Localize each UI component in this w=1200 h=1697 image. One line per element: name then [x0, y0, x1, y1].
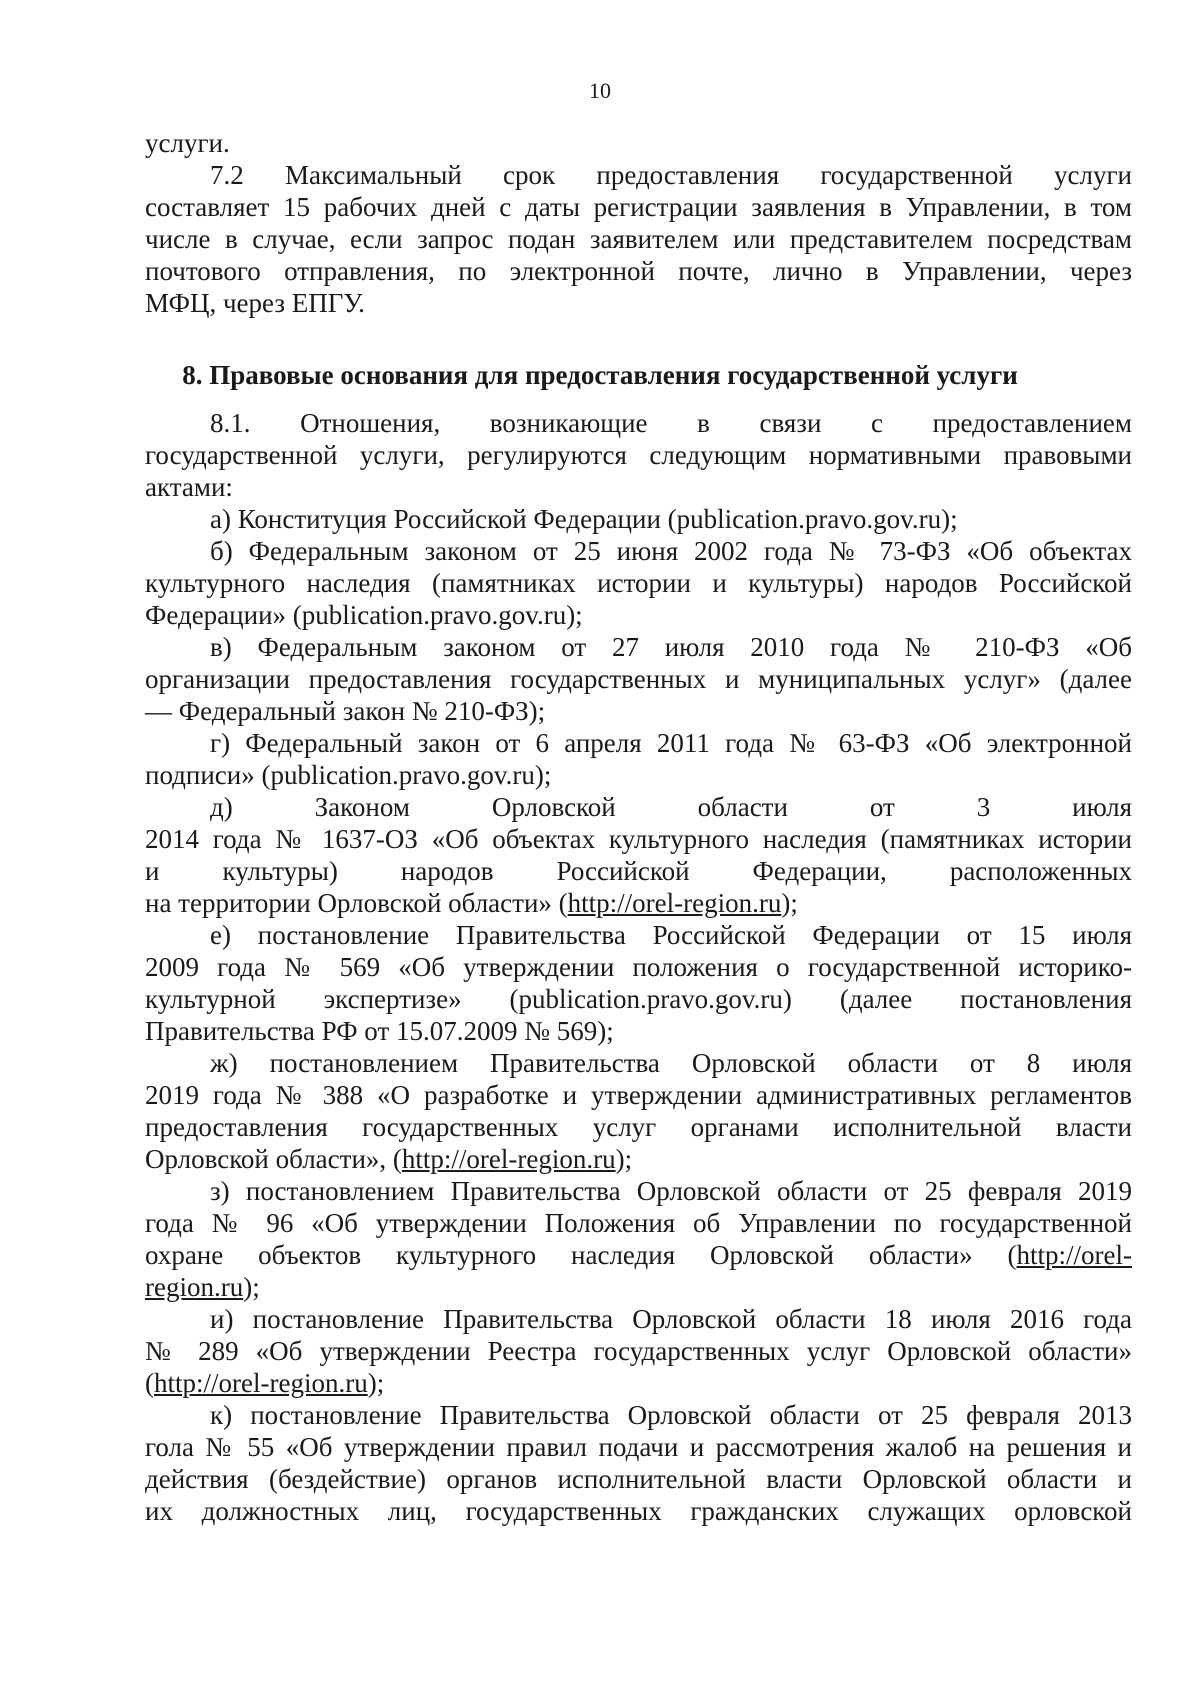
paragraph-8-1-start: 8.1. Отношения, возникающие в связи с предоставлением	[210, 408, 1132, 438]
link-orel-region[interactable]: http://orel-region.ru	[567, 888, 782, 918]
text-line: на территории Орловской области» (http://orel-region.ru);	[145, 888, 798, 918]
list-item-a: а) Конституция Российской Федерации (publication.pravo.gov.ru);	[210, 504, 958, 534]
list-item-z: з) постановлением Правительства Орловской области от 25 февраля 2019	[210, 1176, 1132, 1206]
text-line: государственной услуги, регулируются следующим нормативными правовыми	[145, 440, 1132, 470]
text-line: составляет 15 рабочих дней с даты регистрации заявления в Управлении, в том	[145, 192, 1132, 222]
list-item-g: г) Федеральный закон от 6 апреля 2011 года № 63-ФЗ «Об электронной	[210, 728, 1132, 758]
text-line: Федерации» (publication.pravo.gov.ru);	[145, 600, 583, 630]
link-orel-region[interactable]: http://orel-region.ru	[401, 1144, 616, 1174]
text-line: их должностных лиц, государственных гражданских служащих орловской	[145, 1496, 1132, 1526]
text-line: Правительства РФ от 15.07.2009 № 569);	[145, 1016, 614, 1046]
text-line: (http://orel-region.ru);	[145, 1368, 385, 1398]
list-item-k: к) постановление Правительства Орловской области от 25 февраля 2013	[210, 1400, 1132, 1430]
page-number: 10	[589, 78, 611, 103]
list-item-v: в) Федеральным законом от 27 июля 2010 года № 210-ФЗ «Об	[210, 632, 1132, 662]
list-item-e: е) постановление Правительства Российской Федерации от 15 июля	[210, 920, 1132, 950]
text-line: культурной экспертизе» (publication.pravo.gov.ru) (далее постановления	[145, 984, 1132, 1014]
text-line: гола № 55 «Об утверждении правил подачи и рассмотрения жалоб на решения и	[145, 1432, 1132, 1462]
text-line: МФЦ, через ЕПГУ.	[145, 288, 365, 318]
text-line: предоставления государственных услуг органами исполнительной власти	[145, 1112, 1132, 1142]
text-line: region.ru);	[145, 1272, 260, 1302]
text-line: 2009 года № 569 «Об утверждении положения о государственной историко-	[145, 952, 1132, 982]
list-item-b: б) Федеральным законом от 25 июня 2002 года № 73-ФЗ «Об объектах	[210, 536, 1132, 566]
link-orel-region[interactable]: http://orel-region.ru	[154, 1368, 368, 1398]
list-item-i: и) постановление Правительства Орловской области 18 июля 2016 года	[210, 1304, 1132, 1334]
list-item-d: д) Законом Орловской области от 3 июля	[210, 792, 1132, 822]
text-line: Орловской области», (http://orel-region.ru);	[145, 1144, 633, 1174]
text-line: организации предоставления государственных и муниципальных услуг» (далее	[145, 664, 1132, 694]
text-line: числе в случае, если запрос подан заявителем или представителем посредствам	[145, 224, 1132, 254]
text-line: актами:	[145, 472, 233, 502]
paragraph-7-2-start: 7.2 Максимальный срок предоставления государственной услуги	[210, 160, 1132, 190]
text-line: 2014 года № 1637-ОЗ «Об объектах культурного наследия (памятниках истории	[145, 824, 1132, 854]
link-orel-region[interactable]: region.ru	[145, 1272, 244, 1302]
text-line: и культуры) народов Российской Федерации, расположенных	[145, 856, 1132, 886]
text-line: — Федеральный закон № 210-ФЗ);	[145, 696, 546, 726]
text-line: № 289 «Об утверждении Реестра государственных услуг Орловской области»	[145, 1336, 1132, 1366]
text-line: охране объектов культурного наследия Орловской области» (http://orel-	[145, 1240, 1132, 1270]
text-line: услуги.	[145, 128, 230, 158]
link-orel-region[interactable]: http://orel-	[1016, 1240, 1132, 1270]
text-line: 2019 года № 388 «О разработке и утверждении административных регламентов	[145, 1080, 1132, 1110]
section-heading: 8. Правовые основания для предоставления государственной услуги	[182, 360, 1018, 390]
text-line: подписи» (publication.pravo.gov.ru);	[145, 760, 552, 790]
text-line: культурного наследия (памятниках истории и культуры) народов Российской	[145, 568, 1132, 598]
text-line: года № 96 «Об утверждении Положения об Управлении по государственной	[145, 1208, 1132, 1238]
list-item-zh: ж) постановлением Правительства Орловской области от 8 июля	[210, 1048, 1132, 1078]
text-line: почтового отправления, по электронной почте, лично в Управлении, через	[145, 256, 1132, 286]
text-line: действия (бездействие) органов исполнительной власти Орловской области и	[145, 1464, 1132, 1494]
